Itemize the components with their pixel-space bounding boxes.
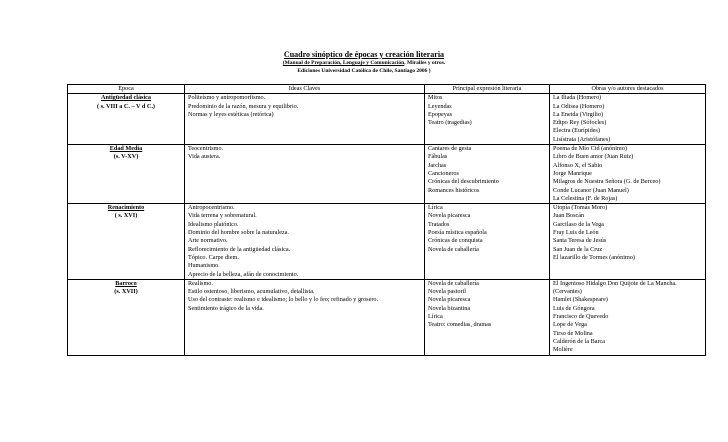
expression-cell xyxy=(425,204,550,280)
idea-item: Antropocentrismo. xyxy=(188,204,235,212)
idea-item: Sentimiento trágico de la vida. xyxy=(188,304,264,312)
idea-item: Idealismo platónico. xyxy=(188,220,239,228)
expression-item: Romances históricos xyxy=(428,186,480,194)
table-row xyxy=(68,279,706,355)
expression-item: Novela picaresca xyxy=(428,212,471,220)
document-title: Cuadro sinóptico de épocas y creación literaria xyxy=(283,50,445,59)
column-header-epoca: Época xyxy=(68,85,185,94)
era-cell xyxy=(68,279,185,355)
work-item: San Juan de la Cruz xyxy=(553,245,603,253)
expression-item: Cantares de gesta xyxy=(428,145,472,153)
work-item: Garcilaso de la Vega xyxy=(553,220,604,228)
expression-item: Epopeyas xyxy=(428,110,453,118)
work-item: Utopía (Tomás Moro) xyxy=(553,204,608,212)
work-item: Tirso de Molina xyxy=(553,329,593,337)
era-name: Barroco xyxy=(115,279,137,287)
work-item: El Ingenioso Hidalgo Don Quijote de La Mancha. xyxy=(553,279,677,287)
expression-item: Mitos xyxy=(428,94,443,102)
expression-item: Leyendas xyxy=(428,102,452,110)
idea-item: Uso del contraste: realismo e idealismo; lo bello y lo feo; refinado y grosero. xyxy=(188,296,379,304)
expression-cell xyxy=(425,94,550,145)
synoptic-table xyxy=(67,84,706,356)
ideas-cell xyxy=(185,204,425,280)
column-header-expresion: Principal expresión literaria xyxy=(425,85,550,94)
work-item: Santa Teresa de Jesús xyxy=(553,237,607,245)
era-period: ( s. XVI) xyxy=(114,212,138,220)
work-item: Milagros de Nuestra Señora (G. de Berceo) xyxy=(553,178,661,186)
source-authors: , Miralles y otros. xyxy=(404,60,446,66)
work-item: Calderón de la Barca xyxy=(553,337,606,345)
work-item: Molière xyxy=(553,346,573,354)
column-header-ideas: Ideas Claves xyxy=(185,85,425,94)
table-row xyxy=(68,94,706,145)
source-publisher: Ediciones Universidad Católica de Chile, Santiago 2006 ) xyxy=(297,67,431,74)
expression-item: Novela de caballería xyxy=(428,245,479,253)
document-header xyxy=(0,50,728,75)
idea-item: Humanismo. xyxy=(188,262,220,270)
expression-item: Cancioneros xyxy=(428,169,459,177)
table-row xyxy=(68,204,706,280)
idea-item: Teocentrismo. xyxy=(188,145,224,153)
expression-item: Novela pastoril xyxy=(428,288,466,296)
work-item: El lazarillo de Tormes (anónimo) xyxy=(553,253,635,261)
expression-item: Teatro: comedias, dramas xyxy=(428,321,492,329)
expression-item: Teatro (tragedias) xyxy=(428,119,472,127)
work-item: La Odisea (Homero) xyxy=(553,102,605,110)
work-item: Juan Boscán xyxy=(553,212,585,220)
work-item: Libro de Buen amor (Juan Ruiz) xyxy=(553,153,634,161)
work-item: Lisístrata (Aristófanes) xyxy=(553,135,611,143)
idea-item: Reflorecimiento de la antigüedad clásica. xyxy=(188,245,291,253)
expression-item: Jarchas xyxy=(428,161,447,169)
works-cell xyxy=(550,279,706,355)
idea-item: Politeísmo y antropomorfismo. xyxy=(188,94,266,102)
era-period: (s. XVII) xyxy=(114,288,138,296)
expression-item: Tratados xyxy=(428,220,450,228)
expression-item: Lírica xyxy=(428,204,443,212)
idea-item: Dominio del hombre sobre la naturaleza. xyxy=(188,229,290,237)
source-manual: (Manual de Preparación, Lenguaje y Comunicación xyxy=(282,60,405,66)
work-item: Alfonso X, el Sabio xyxy=(553,161,603,169)
idea-item: Vida terrena y sobrenatural. xyxy=(188,212,257,220)
work-item: Hamlet (Shakespeare) xyxy=(553,296,608,304)
work-item: Fray Luis de León xyxy=(553,229,599,237)
era-cell xyxy=(68,145,185,204)
era-period: (s. V-XV) xyxy=(113,153,139,161)
expression-item: Novela bizantina xyxy=(428,304,471,312)
idea-item: Realismo. xyxy=(188,279,213,287)
work-item: La Celestina (F. de Rojas) xyxy=(553,194,618,202)
work-item: Jorge Manrique xyxy=(553,169,592,177)
idea-item: Aprecio de la belleza, afán de conocimiento. xyxy=(188,270,299,278)
work-item: Electra (Eurípides) xyxy=(553,127,600,135)
expression-item: Crónicas del descubrimiento xyxy=(428,178,499,186)
era-cell xyxy=(68,94,185,145)
idea-item: Normas y leyes estéticas (retórica) xyxy=(188,110,274,118)
idea-item: Vida austera. xyxy=(188,153,221,161)
era-cell xyxy=(68,204,185,280)
work-item: Poema de Mío Cid (anónimo) xyxy=(553,145,627,153)
work-item: Edipo Rey (Sófocles) xyxy=(553,119,607,127)
expression-item: Novela picaresca xyxy=(428,296,471,304)
table-header-row xyxy=(68,85,706,94)
works-cell xyxy=(550,145,706,204)
era-name: Edad Media xyxy=(109,145,143,153)
expression-item: Novela de caballería xyxy=(428,279,479,287)
ideas-cell xyxy=(185,94,425,145)
work-item: La Eneida (Virgilio) xyxy=(553,110,604,118)
expression-item: Fábulas xyxy=(428,153,448,161)
era-name: Antigüedad clásica xyxy=(100,94,152,102)
work-item: La Iliada (Homero) xyxy=(553,94,602,102)
ideas-cell xyxy=(185,145,425,204)
idea-item: Arte normativo. xyxy=(188,237,228,245)
expression-item: Poesía mística española xyxy=(428,229,487,237)
expression-cell xyxy=(425,145,550,204)
work-item: (Cervantes) xyxy=(553,288,582,296)
column-header-obras: Obras y/o autores destacados xyxy=(550,85,706,94)
work-item: Francisco de Quevedo xyxy=(553,313,609,321)
ideas-cell xyxy=(185,279,425,355)
idea-item: Estilo ostentoso, liberismo, acumulativo, detallista. xyxy=(188,288,315,296)
work-item: Conde Lucanor (Juan Manuel) xyxy=(553,186,629,194)
idea-item: Tópico. Carpe diem. xyxy=(188,253,239,261)
expression-item: Lírica xyxy=(428,313,443,321)
table-row xyxy=(68,145,706,204)
expression-item: Crónicas de conquista xyxy=(428,237,483,245)
work-item: Luis de Góngora xyxy=(553,304,595,312)
work-item: Lope de Vega xyxy=(553,321,587,329)
era-name: Renacimiento xyxy=(107,204,145,212)
source-reference xyxy=(0,60,728,68)
works-cell xyxy=(550,204,706,280)
era-period: ( s. VIII a C. – V d C.) xyxy=(97,102,155,110)
idea-item: Predominio de la razón, mesura y equilibrio. xyxy=(188,102,299,110)
works-cell xyxy=(550,94,706,145)
expression-cell xyxy=(425,279,550,355)
